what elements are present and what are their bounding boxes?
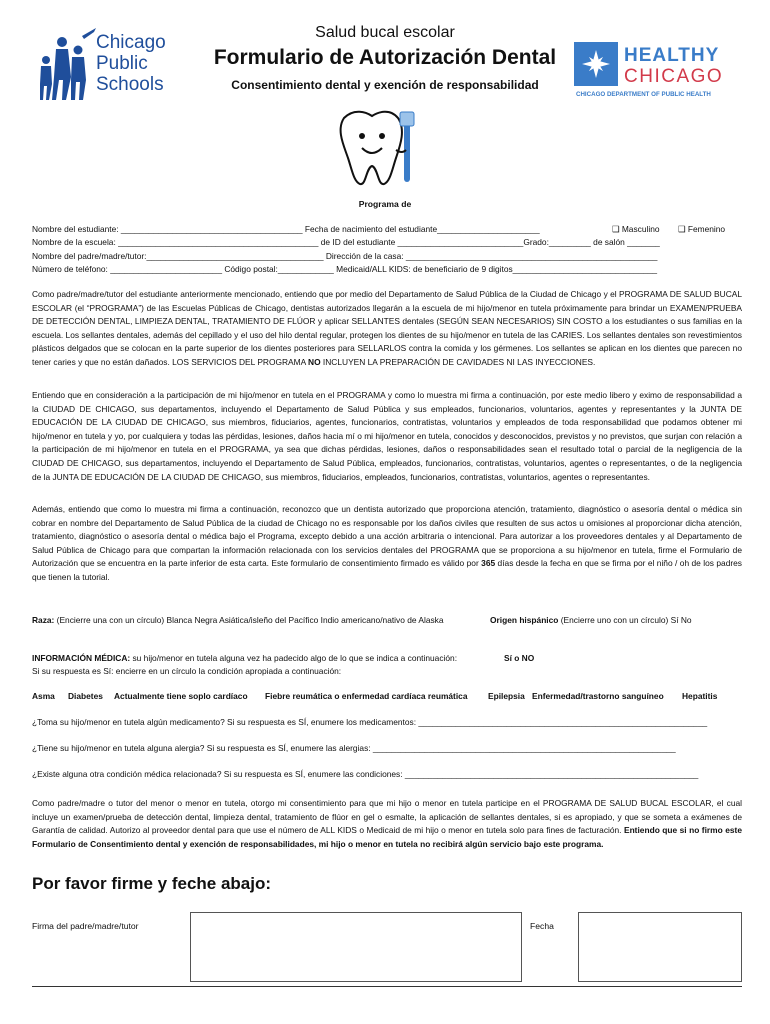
p3-text-end: días desde la fecha en que se firma por el niño / oh de los padres que tienen la tutorial. <box>32 558 742 582</box>
race-row <box>32 615 742 625</box>
hc-logo-line1: HEALTHY <box>624 45 720 66</box>
program-label: Programa de <box>358 199 412 209</box>
hispanic-origin-options[interactable]: (Encierre uno con un círculo) Sí No <box>558 615 692 625</box>
parent-address-field[interactable]: Nombre del padre/madre/tutor:______________________________________ Dirección de la casa: ______________________________________________________ <box>32 251 658 261</box>
p4-text: Como padre/madre o tutor del menor o menor en tutela, otorgo mi consentimiento para que mi hijo o menor en tutela participe en el PROGRAMA DE SALUD BUCAL ESCOLAR, el cual incluye un examen/prueba de detección dental, limpieza dental, tratamiento de flúor en gel o esmalte, la aplicación de sellantes dentales, si es apropiado, y que se someta a exámenes de Garantía de calidad. Autorizo al proveedor dental para que use el número de ALL KIDS o Medicaid de mi hijo o menor en tutela solo para fines de facturación. <box>32 798 742 836</box>
paragraph-release-liability: Entiendo que en consideración a la participación de mi hijo/menor en tutela en el PROGRAMA y como lo muestra mi firma a continuación, por este medio libero y eximo de responsabilidad a la CIUDAD DE CHICAGO, sus departamentos, incluyendo el Departamento de Salud Pública y sus empleados, funcionarios, voluntarios, agentes y representantes y la JUNTA DE EDUCACIÓN DE LA CIUDAD DE CHICAGO, sus miembros, fiduciarios, agentes, funcionarios, contratistas, voluntarios y empleados de toda responsabilidad que podamos obtener mi hijo/menor en tutela y yo, por cualquiera y todas las pérdidas, lesiones, daños hacia mí o mi hijo/menor en tutela, conocidos y desconocidos, previstos y no previstos, que surjan con relación a la participación de mi hijo/menor en tutela en el PROGRAMA, ya sea que dichas pérdidas, lesiones, daños o responsabilidades sean el resultado total o parcial de la negligencia de la CIUDAD DE CHICAGO, sus departamentos, incluyendo el Departamento de Salud Pública, empleados, funcionarios, contratistas, voluntarios, agentes o representantes, o de la negligencia de la JUNTA DE EDUCACIÓN DE LA CIUDAD DE CHICAGO, sus miembros, fiduciarios, empleados, funcionarios, contratistas, voluntarios, agentes o representantes. <box>32 390 742 482</box>
condition-blood-disorder[interactable]: Enfermedad/trastorno sanguíneo <box>532 691 664 701</box>
paragraph-program-description <box>32 288 742 370</box>
parent-signature-label: Firma del padre/madre/tutor <box>32 921 139 931</box>
condition-asma[interactable]: Asma <box>32 691 55 701</box>
cps-logo-text-2: Public <box>96 53 148 74</box>
medical-yes-no-options[interactable]: Sí o NO <box>504 653 535 663</box>
parent-signature-box[interactable] <box>190 912 522 982</box>
p3-bold-365: 365 <box>481 558 496 569</box>
condition-hepatitis[interactable]: Hepatitis <box>682 691 718 701</box>
p1-text: Como padre/madre/tutor del estudiante anteriormente mencionado, entiendo que por medio del Departamento de Salud Pública de la Ciudad de Chicago y el PROGRAMA DE SALUD BUCAL ESCOLAR (el “PROGRAMA”) de las Escuelas Públicas de Chicago, dentistas autorizados llegarán a la escuela de mi hijo/menor en tutela próximamente para brindar un EXAMEN/PRUEBA DE DETECCIÓN DENTAL, LIMPIEZA DENTAL, TRATAMIENTO DE FLÚOR y aplicar SELLANTES dentales (SEGÚN SEAN NECESARIOS) SIN COSTO a los estudiantes o sus familias en la escuela. Los sellantes dentales, además del cepillado y el uso del hilo dental regular, protegen los dientes de su hijo/menor en tutela de las CARIES. Los sellantes dentales son revestimientos plásticos delgados que se colocan en la parte superior de los dientes posteriores para SELLARLOS contra la comida y los gérmenes. Los sellantes se aplican en los dientes que parecen no tener caries y que no están dañados. LOS SERVICIOS DEL PROGRAMA <box>32 289 742 367</box>
student-info-row1 <box>32 224 742 234</box>
medications-question[interactable]: ¿Toma su hijo/menor en tutela algún medicamento? Si su respuesta es SÍ, enumere los medicamentos: ______________________________________________________________ <box>32 717 708 727</box>
condition-epilepsy[interactable]: Epilepsia <box>488 691 525 701</box>
sign-heading: Por favor firme y feche abajo: <box>32 874 272 893</box>
hc-logo-line2: CHICAGO <box>624 66 724 87</box>
date-label: Fecha <box>530 921 554 931</box>
medical-instruction: Si su respuesta es Sí: encierre en un círculo la condición apropiada a continuación: <box>32 666 342 676</box>
condition-heart-murmur[interactable]: Actualmente tiene soplo cardíaco <box>114 691 248 701</box>
hc-logo-line3: CHICAGO DEPARTMENT OF PUBLIC HEALTH <box>576 91 711 98</box>
form-title: Formulario de Autorización Dental <box>213 46 557 69</box>
medical-info-question: su hijo/menor en tutela alguna vez ha padecido algo de lo que se indica a continuación: <box>130 653 458 663</box>
date-box[interactable] <box>578 912 742 982</box>
header-line1: Salud bucal escolar <box>315 24 455 41</box>
p4-bold-text: Entiendo que si no firmo este Formulario de Consentimiento dental y exención de responsabilidades, mi hijo o menor en tutela no recibirá algún servicio bajo este programa. <box>32 825 742 849</box>
phone-zip-medicaid-field[interactable]: Número de teléfono: ________________________ Código postal:____________ Medicaid/ALL KIDS: de beneficiario de 9 digitos_______________________________ <box>32 264 658 274</box>
condition-rheumatic-fever[interactable]: Fiebre reumática o enfermedad cardíaca reumática <box>265 691 468 701</box>
p3-text: Además, entiendo que como lo muestra mi firma a continuación, reconozco que un dentista autorizado que proporciona atención, tratamiento, diagnóstico o asesoría dental o médica sin cobrar en nombre del Departamento de Salud Pública de la ciudad de Chicago no es responsable por los daños civiles que resulten de sus actos u omisiones al proporcionar dicha atención, tratamiento, diagnóstico o asesoría dental o médica bajo el Programa, excepto debido a una acción arbitraria o intencional. Para autorizar a los proveedores dentales y al Departamento de Salud Pública de Chicago para que compartan la información relacionada con los servicios dentales del PROGRAMA que se proporciona a su hijo/menor en tutela, firme el Formulario de Autorización que se encuentra en la parte inferior de esta carta. Este formulario de consentimiento firmado es válido por <box>32 504 742 569</box>
p1-bold-no: NO <box>308 356 321 367</box>
paragraph-dentist-acknowledgement <box>32 503 742 585</box>
femenino-checkbox[interactable]: ❑ Femenino <box>678 224 726 234</box>
medical-info-label: INFORMACIÓN MÉDICA: <box>32 653 131 663</box>
tooth-toothbrush-icon <box>324 106 424 188</box>
school-id-grade-field[interactable]: Nombre de la escuela: ___________________________________________ de ID del estudiante ___________________________Grado:_________ de salón _______ <box>32 237 660 247</box>
medical-info-row <box>32 653 742 663</box>
masculino-checkbox[interactable]: ❑ Masculino <box>612 224 660 234</box>
cps-logo-text-3: Schools <box>96 74 164 95</box>
form-subtitle: Consentimiento dental y exención de responsabilidad <box>231 78 539 92</box>
paragraph-consent <box>32 797 742 851</box>
bottom-divider <box>32 986 742 987</box>
race-options[interactable]: (Encierre una con un círculo) Blanca Negra Asiática/isleño del Pacífico Indio americano/nativo de Alaska <box>54 615 444 625</box>
condition-diabetes[interactable]: Diabetes <box>68 691 103 701</box>
allergies-question[interactable]: ¿Tiene su hijo/menor en tutela alguna alergia? Si su respuesta es SÍ, enumere las alergias: _________________________________________________________________ <box>32 743 676 753</box>
student-name-dob-field[interactable]: Nombre del estudiante: _______________________________________ Fecha de nacimiento del estudiante______________________ <box>32 224 540 234</box>
p1-text-end: INCLUYEN LA PREPARACIÓN DE CAVIDADES NI LAS INYECCIONES. <box>320 356 596 367</box>
hispanic-origin-label: Origen hispánico <box>490 615 559 625</box>
race-label: Raza: <box>32 615 55 625</box>
cps-logo-text-1: Chicago <box>96 32 166 53</box>
other-conditions-question[interactable]: ¿Existe alguna otra condición médica relacionada? Si su respuesta es SÍ, enumere las condiciones: _______________________________________________________________ <box>32 769 699 779</box>
